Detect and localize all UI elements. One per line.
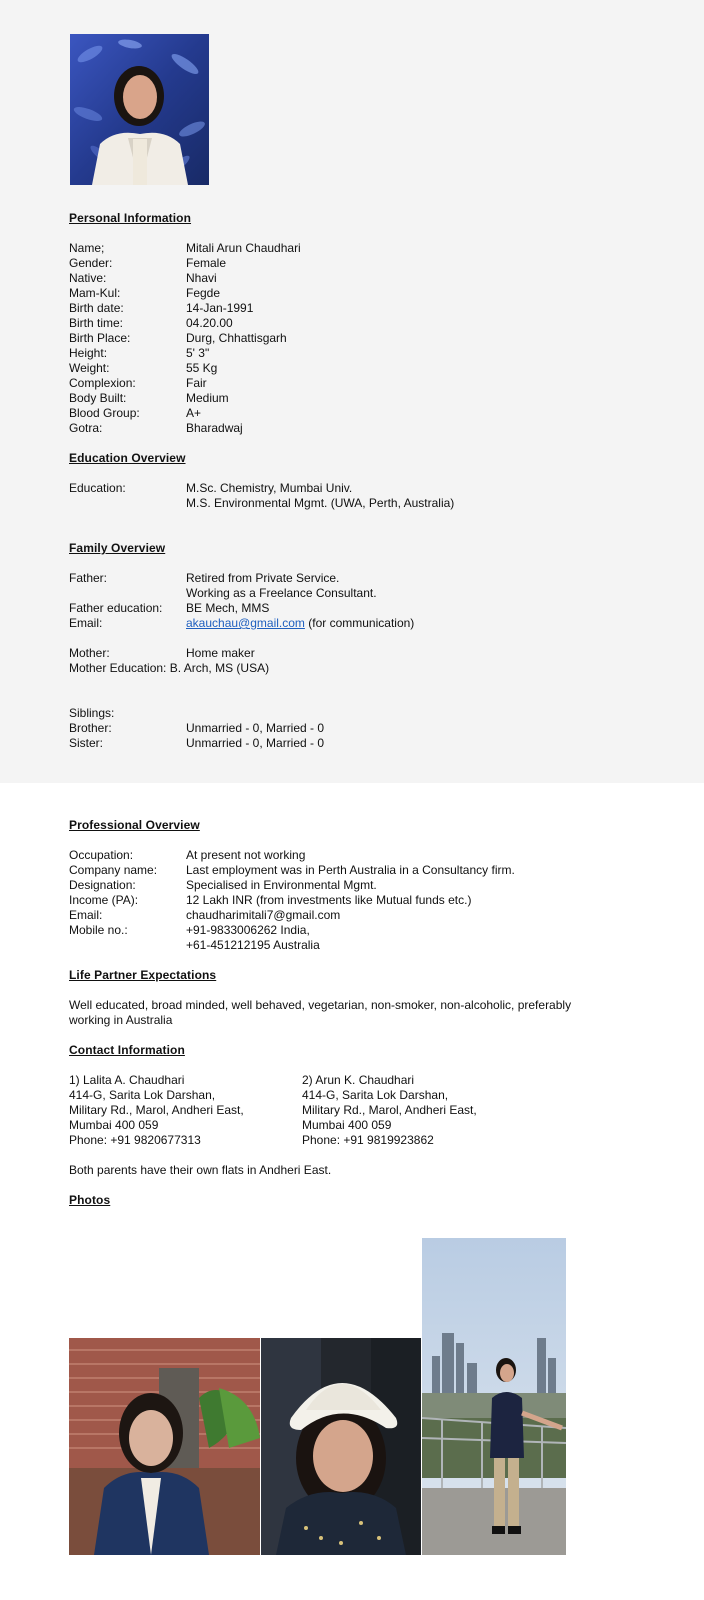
- contact-left-line: 414-G, Sarita Lok Darshan,: [69, 1088, 216, 1102]
- family-row: [69, 661, 269, 676]
- profile-photo: [70, 34, 209, 185]
- row-label: Mobile no.:: [69, 923, 128, 937]
- row-label: Native:: [69, 271, 107, 285]
- professional-heading: Professional Overview: [69, 818, 200, 832]
- education-heading: Education Overview: [69, 451, 186, 465]
- row-label: Birth time:: [69, 316, 124, 330]
- row-value: At present not working: [186, 848, 306, 862]
- row-value: 04.20.00: [186, 316, 233, 330]
- email-note: (for communication): [308, 616, 415, 630]
- contact-heading: Contact Information: [69, 1043, 185, 1057]
- row-label: Email:: [69, 616, 103, 630]
- row-value: Medium: [186, 391, 229, 405]
- row-label: Email:: [69, 908, 103, 922]
- row-label: Income (PA):: [69, 893, 139, 907]
- row-value: M.Sc. Chemistry, Mumbai Univ.: [186, 481, 353, 495]
- row-label: Height:: [69, 346, 108, 360]
- contact-left-line: Mumbai 400 059: [69, 1118, 159, 1132]
- row-label: Gotra:: [69, 421, 103, 435]
- contact-left-line: Military Rd., Marol, Andheri East,: [69, 1103, 244, 1117]
- father-email-link[interactable]: akauchau@gmail.com: [186, 616, 305, 630]
- row-value: +61-451212195 Australia: [186, 938, 320, 952]
- contact-note: Both parents have their own flats in Andheri East.: [69, 1163, 332, 1177]
- row-value: B. Arch, MS (USA): [169, 661, 270, 675]
- row-value: Mitali Arun Chaudhari: [186, 241, 301, 255]
- contact-right-line: 2) Arun K. Chaudhari: [302, 1073, 415, 1087]
- row-label: Name;: [69, 241, 105, 255]
- contact-left-line: Phone: +91 9820677313: [69, 1133, 201, 1147]
- row-value: Unmarried - 0, Married - 0: [186, 736, 325, 750]
- row-label: Body Built:: [69, 391, 127, 405]
- photos-heading: Photos: [69, 1193, 111, 1207]
- row-label: Father:: [69, 571, 108, 585]
- row-label: Sister:: [69, 736, 104, 750]
- row-label: Designation:: [69, 878, 136, 892]
- row-label: Brother:: [69, 721, 112, 735]
- row-value: Specialised in Environmental Mgmt.: [186, 878, 377, 892]
- contact-right-line: Mumbai 400 059: [302, 1118, 392, 1132]
- row-value: 12 Lakh INR (from investments like Mutual funds etc.): [186, 893, 472, 907]
- row-label: Complexion:: [69, 376, 136, 390]
- row-label: Mother:: [69, 646, 110, 660]
- photo-indoor: [69, 1338, 260, 1555]
- page-one: [0, 0, 704, 783]
- row-label: Education:: [69, 481, 126, 495]
- row-label: Blood Group:: [69, 406, 140, 420]
- expectations-line: working in Australia: [69, 1013, 173, 1027]
- row-value: Unmarried - 0, Married - 0: [186, 721, 325, 735]
- row-value: Working as a Freelance Consultant.: [186, 586, 377, 600]
- row-label: Mother Education:: [69, 661, 167, 675]
- contact-right-line: Military Rd., Marol, Andheri East,: [302, 1103, 477, 1117]
- row-value: BE Mech, MMS: [186, 601, 270, 615]
- row-value: M.S. Environmental Mgmt. (UWA, Perth, Australia): [186, 496, 455, 510]
- row-value: 55 Kg: [186, 361, 218, 375]
- row-label: Father education:: [69, 601, 163, 615]
- row-label: Mam-Kul:: [69, 286, 121, 300]
- row-value: Durg, Chhattisgarh: [186, 331, 287, 345]
- row-value: Fegde: [186, 286, 221, 300]
- row-value: Female: [186, 256, 227, 270]
- row-value: A+: [186, 406, 202, 420]
- row-label: Gender:: [69, 256, 113, 270]
- row-label: Siblings:: [69, 706, 115, 720]
- row-value: Nhavi: [186, 271, 217, 285]
- personal-heading: Personal Information: [69, 211, 192, 225]
- row-label: Occupation:: [69, 848, 134, 862]
- page-two: [0, 783, 704, 1600]
- photo-skyline: [422, 1238, 566, 1555]
- row-value: Last employment was in Perth Australia in a Consultancy firm.: [186, 863, 515, 877]
- row-value: 14-Jan-1991: [186, 301, 254, 315]
- row-value: Home maker: [186, 646, 255, 660]
- row-value: chaudharimitali7@gmail.com: [186, 908, 341, 922]
- row-value: +91-9833006262 India,: [186, 923, 310, 937]
- contact-right-line: Phone: +91 9819923862: [302, 1133, 434, 1147]
- expectations-heading: Life Partner Expectations: [69, 968, 217, 982]
- contact-left-line: 1) Lalita A. Chaudhari: [69, 1073, 185, 1087]
- row-value: Fair: [186, 376, 207, 390]
- expectations-line: Well educated, broad minded, well behaved, vegetarian, non-smoker, non-alcoholic, preferably: [69, 998, 572, 1012]
- row-label: Weight:: [69, 361, 110, 375]
- contact-right-line: 414-G, Sarita Lok Darshan,: [302, 1088, 449, 1102]
- row-value: 5' 3": [186, 346, 210, 360]
- photo-hat: [261, 1338, 421, 1555]
- row-label: Birth Place:: [69, 331, 131, 345]
- row-value: Retired from Private Service.: [186, 571, 340, 585]
- row-value: Bharadwaj: [186, 421, 243, 435]
- row-label: Birth date:: [69, 301, 124, 315]
- family-heading: Family Overview: [69, 541, 166, 555]
- row-label: Company name:: [69, 863, 158, 877]
